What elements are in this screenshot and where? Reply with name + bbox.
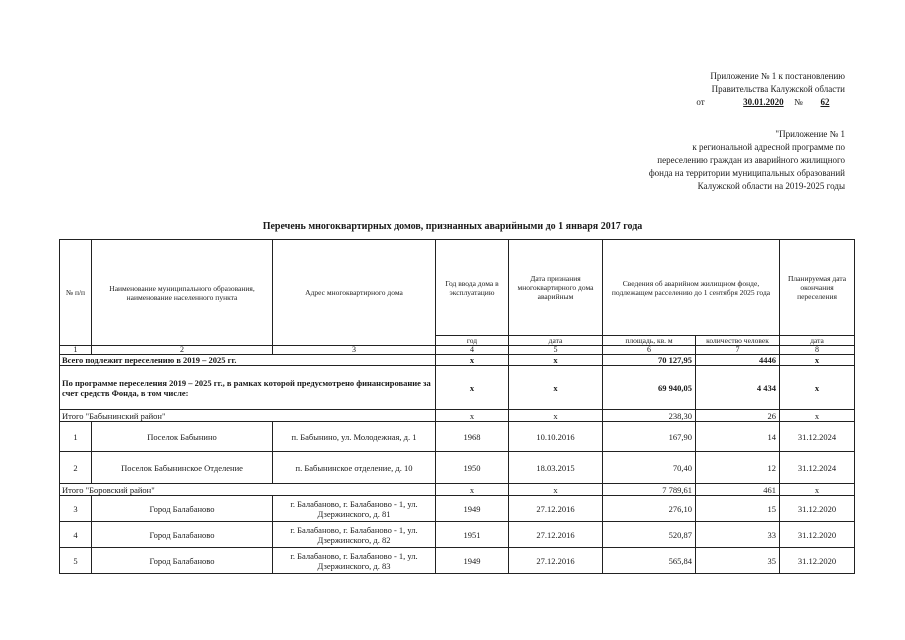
row-plan: 31.12.2020 [780, 522, 855, 548]
row-municipality: Поселок Бабынинское Отделение [92, 452, 273, 484]
row-people: 33 [696, 522, 780, 548]
group-area: 238,30 [603, 410, 696, 422]
group-date: х [509, 484, 603, 496]
number-label: № [794, 97, 803, 107]
row-date: 18.03.2015 [509, 452, 603, 484]
col-header-address: Адрес многоквартирного дома [273, 240, 436, 346]
total-plan: х [780, 355, 855, 366]
total-area: 70 127,95 [603, 355, 696, 366]
group-year: х [436, 410, 509, 422]
row-plan: 31.12.2020 [780, 496, 855, 522]
row-date: 27.12.2016 [509, 522, 603, 548]
row-plan: 31.12.2024 [780, 452, 855, 484]
group-label: Итого "Бабынинский район" [60, 410, 436, 422]
group-people: 26 [696, 410, 780, 422]
row-area: 276,10 [603, 496, 696, 522]
total-year: х [436, 355, 509, 366]
appendix-line-3: переселению граждан из аварийного жилищного [657, 155, 845, 165]
col-header-info: Сведения об аварийном жилищном фонде, подлежащем расселению до 1 сентября 2025 года [603, 240, 780, 336]
appendix-header [560, 128, 845, 193]
row-municipality: Поселок Бабынино [92, 422, 273, 452]
row-date: 10.10.2016 [509, 422, 603, 452]
decree-number: 62 [820, 97, 830, 107]
row-plan: 31.12.2024 [780, 422, 855, 452]
group-area: 7 789,61 [603, 484, 696, 496]
row-num: 4 [60, 522, 92, 548]
row-municipality: Город Балабаново [92, 548, 273, 574]
program-plan: х [780, 366, 855, 410]
col-number: 5 [509, 346, 603, 355]
col-header-planned: Планируемая дата окончания переселения [780, 240, 855, 336]
header-date-line [560, 96, 845, 109]
table-row [60, 548, 855, 574]
col-number: 7 [696, 346, 780, 355]
row-municipality: Город Балабаново [92, 496, 273, 522]
col-number: 3 [273, 346, 436, 355]
group-plan: х [780, 484, 855, 496]
total-label: Всего подлежит переселению в 2019 – 2025 гг. [60, 355, 436, 366]
row-address: г. Балабаново, г. Балабаново - 1, ул. Дзержинского, д. 82 [273, 522, 436, 548]
row-area: 70,40 [603, 452, 696, 484]
total-date: х [509, 355, 603, 366]
program-label: По программе переселения 2019 – 2025 гг., в рамках которой предусмотрено финансирование за счет средств Фонда, в том числе: [60, 366, 436, 410]
from-label: от [696, 97, 705, 107]
row-plan: 31.12.2020 [780, 548, 855, 574]
row-num: 1 [60, 422, 92, 452]
table-row [60, 496, 855, 522]
row-num: 3 [60, 496, 92, 522]
subheader-year: год [436, 336, 509, 346]
decree-date: 30.01.2020 [743, 97, 784, 107]
group-plan: х [780, 410, 855, 422]
row-address: г. Балабаново, г. Балабаново - 1, ул. Дзержинского, д. 81 [273, 496, 436, 522]
col-number: 4 [436, 346, 509, 355]
row-area: 167,90 [603, 422, 696, 452]
program-row [60, 366, 855, 410]
appendix-line-1: "Приложение № 1 [775, 129, 845, 139]
total-people: 4446 [696, 355, 780, 366]
program-area: 69 940,05 [603, 366, 696, 410]
row-address: п. Бабынинское отделение, д. 10 [273, 452, 436, 484]
program-people: 4 434 [696, 366, 780, 410]
program-date: х [509, 366, 603, 410]
appendix-line-4: фонда на территории муниципальных образований [648, 168, 845, 178]
row-address: г. Балабаново, г. Балабаново - 1, ул. Дзержинского, д. 83 [273, 548, 436, 574]
header-line-1: Приложение № 1 к постановлению [710, 71, 845, 81]
col-number: 2 [92, 346, 273, 355]
group-people: 461 [696, 484, 780, 496]
row-municipality: Город Балабаново [92, 522, 273, 548]
group-total-row [60, 484, 855, 496]
appendix-line-5: Калужской области на 2019-2025 годы [697, 181, 845, 191]
row-year: 1968 [436, 422, 509, 452]
housing-table [59, 239, 855, 574]
row-year: 1950 [436, 452, 509, 484]
row-date: 27.12.2016 [509, 496, 603, 522]
program-year: х [436, 366, 509, 410]
group-year: х [436, 484, 509, 496]
col-header-year: Год ввода дома в эксплуатацию [436, 240, 509, 336]
table-row [60, 422, 855, 452]
col-number: 8 [780, 346, 855, 355]
row-people: 12 [696, 452, 780, 484]
row-area: 520,87 [603, 522, 696, 548]
group-total-row [60, 410, 855, 422]
row-year: 1949 [436, 496, 509, 522]
row-people: 35 [696, 548, 780, 574]
table-row [60, 452, 855, 484]
row-year: 1951 [436, 522, 509, 548]
group-label: Итого "Боровский район" [60, 484, 436, 496]
col-header-date-recognized: Дата признания многоквартирного дома аварийным [509, 240, 603, 336]
col-header-num: № п/п [60, 240, 92, 346]
row-num: 5 [60, 548, 92, 574]
subheader-date: дата [509, 336, 603, 346]
row-area: 565,84 [603, 548, 696, 574]
subheader-people: количество человек [696, 336, 780, 346]
row-num: 2 [60, 452, 92, 484]
row-address: п. Бабынино, ул. Молодежная, д. 1 [273, 422, 436, 452]
document-title: Перечень многоквартирных домов, признанных аварийными до 1 января 2017 года [262, 221, 643, 232]
col-number: 6 [603, 346, 696, 355]
row-year: 1949 [436, 548, 509, 574]
group-date: х [509, 410, 603, 422]
total-row [60, 355, 855, 366]
subheader-plan-date: дата [780, 336, 855, 346]
appendix-line-2: к региональной адресной программе по [692, 142, 845, 152]
subheader-area: площадь, кв. м [603, 336, 696, 346]
table-row [60, 522, 855, 548]
header-line-2: Правительства Калужской области [711, 84, 845, 94]
row-people: 15 [696, 496, 780, 522]
row-people: 14 [696, 422, 780, 452]
row-date: 27.12.2016 [509, 548, 603, 574]
decree-header [560, 70, 845, 109]
col-header-municipality: Наименование муниципального образования, наименование населенного пункта [92, 240, 273, 346]
col-number: 1 [60, 346, 92, 355]
